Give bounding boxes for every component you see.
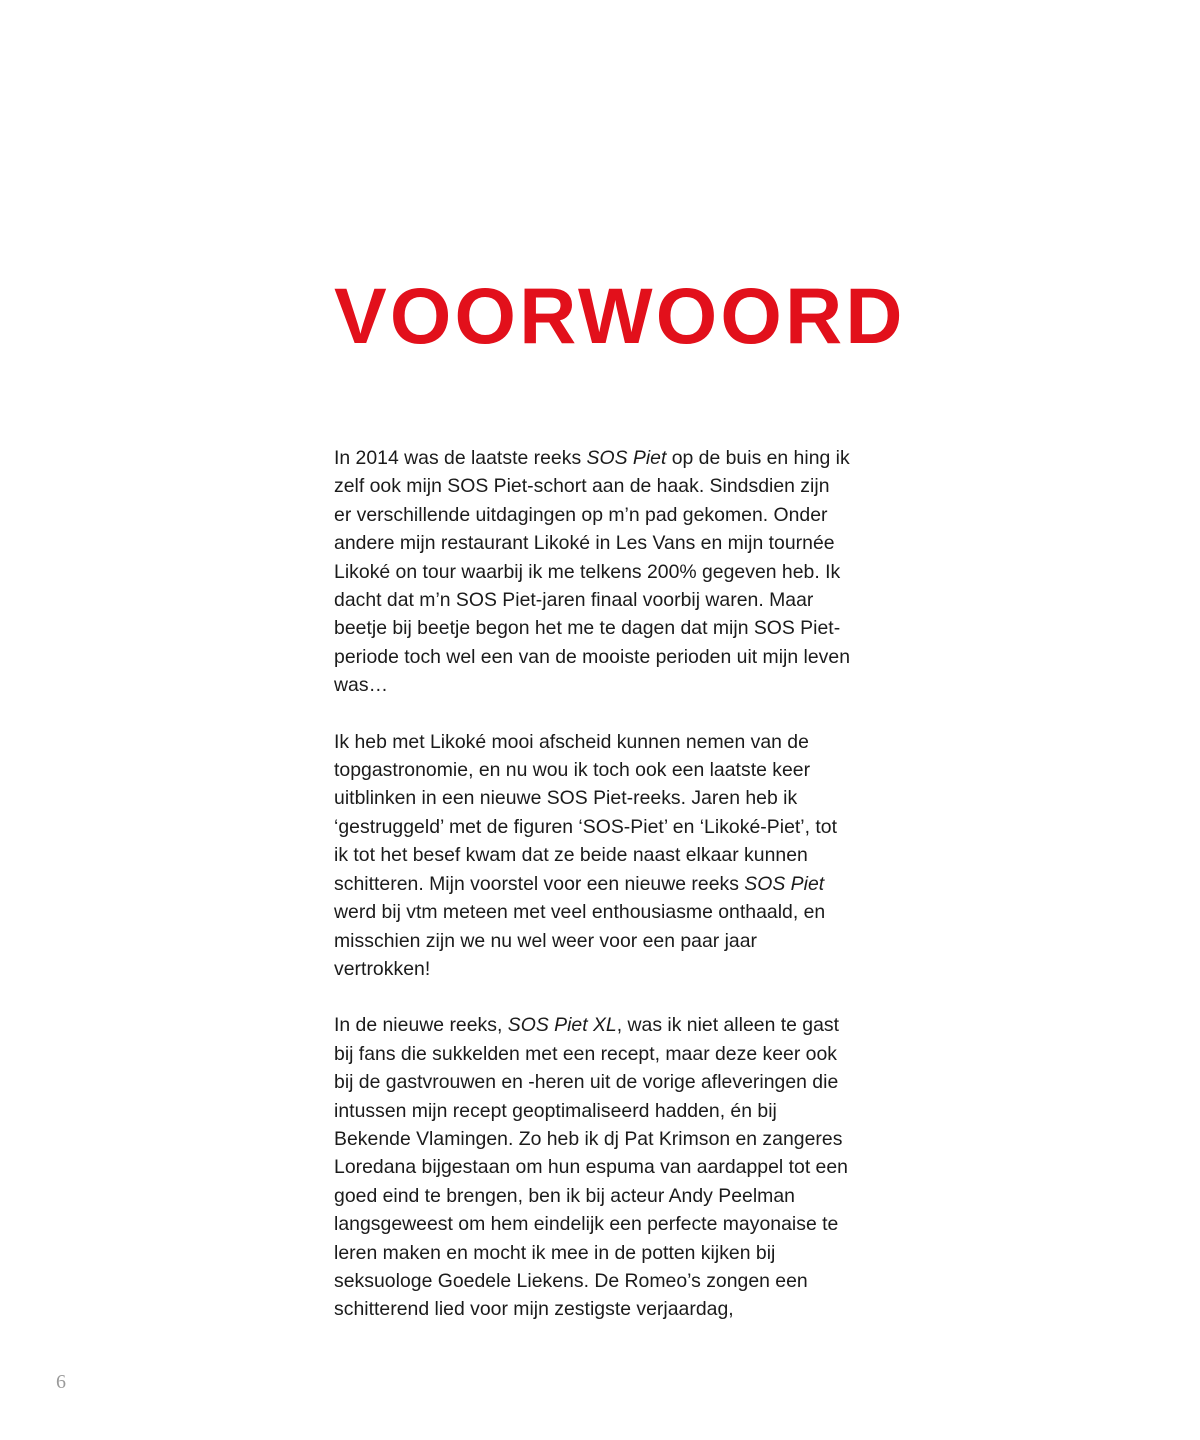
paragraph-1: In 2014 was de laatste reeks SOS Piet op de buis en hing ik zelf ook mijn SOS Piet-schort aan de haak. Sindsdien zijn er verschillende uitdagingen op m’n pad gekomen. Onder andere mijn restaurant Likoké in Les Vans en mijn tournée Likoké on tour waarbij ik me telkens 200% gegeven heb. Ik dacht dat m’n SOS Piet-jaren finaal voorbij waren. Maar beetje bij beetje begon het me te dagen dat mijn SOS Piet-periode toch wel een van de mooiste perioden uit mijn leven was… — [334, 447, 851, 697]
paragraph-3: In de nieuwe reeks, SOS Piet XL, was ik niet alleen te gast bij fans die sukkelden met een recept, maar deze keer ook bij de gastvrouwen en -heren uit de vorige afleveringen die intussen mijn recept geoptimaliseerd hadden, én bij Bekende Vlamingen. Zo heb ik dj Pat Krimson en zangeres Loredana bijgestaan om hun espuma van aardappel tot een goed eind te brengen, ben ik bij acteur Andy Peelman langsgeweest om hem eindelijk een perfecte mayonaise te leren maken en mocht ik mee in de potten kijken bij seksuologe Goedele Liekens. De Romeo’s zongen een schitterend lied voor mijn zestigste verjaardag, — [334, 1014, 849, 1321]
series-title: SOS Piet XL — [507, 1014, 617, 1037]
body-text-column — [334, 444, 850, 1324]
page-number: 6 — [56, 1371, 66, 1393]
series-title: SOS Piet — [744, 872, 825, 895]
series-title: SOS Piet — [586, 447, 667, 469]
page-title: VOORWOORD — [334, 271, 906, 360]
paragraph-2: Ik heb met Likoké mooi afscheid kunnen nemen van de topgastronomie, en nu wou ik toch ook een laatste keer uitblinken in een nieuwe SOS Piet-reeks. Jaren heb ik ‘gestruggeld’ met de figuren ‘SOS-Piet’ en ‘Likoké-Piet’, tot ik tot het besef kwam dat ze beide naast elkaar kunnen schitteren. Mijn voorstel voor een nieuwe reeks SOS Piet werd bij vtm meteen met veel enthousiasme onthaald, en misschien zijn we nu wel weer voor een paar jaar vertrokken! — [334, 730, 838, 980]
